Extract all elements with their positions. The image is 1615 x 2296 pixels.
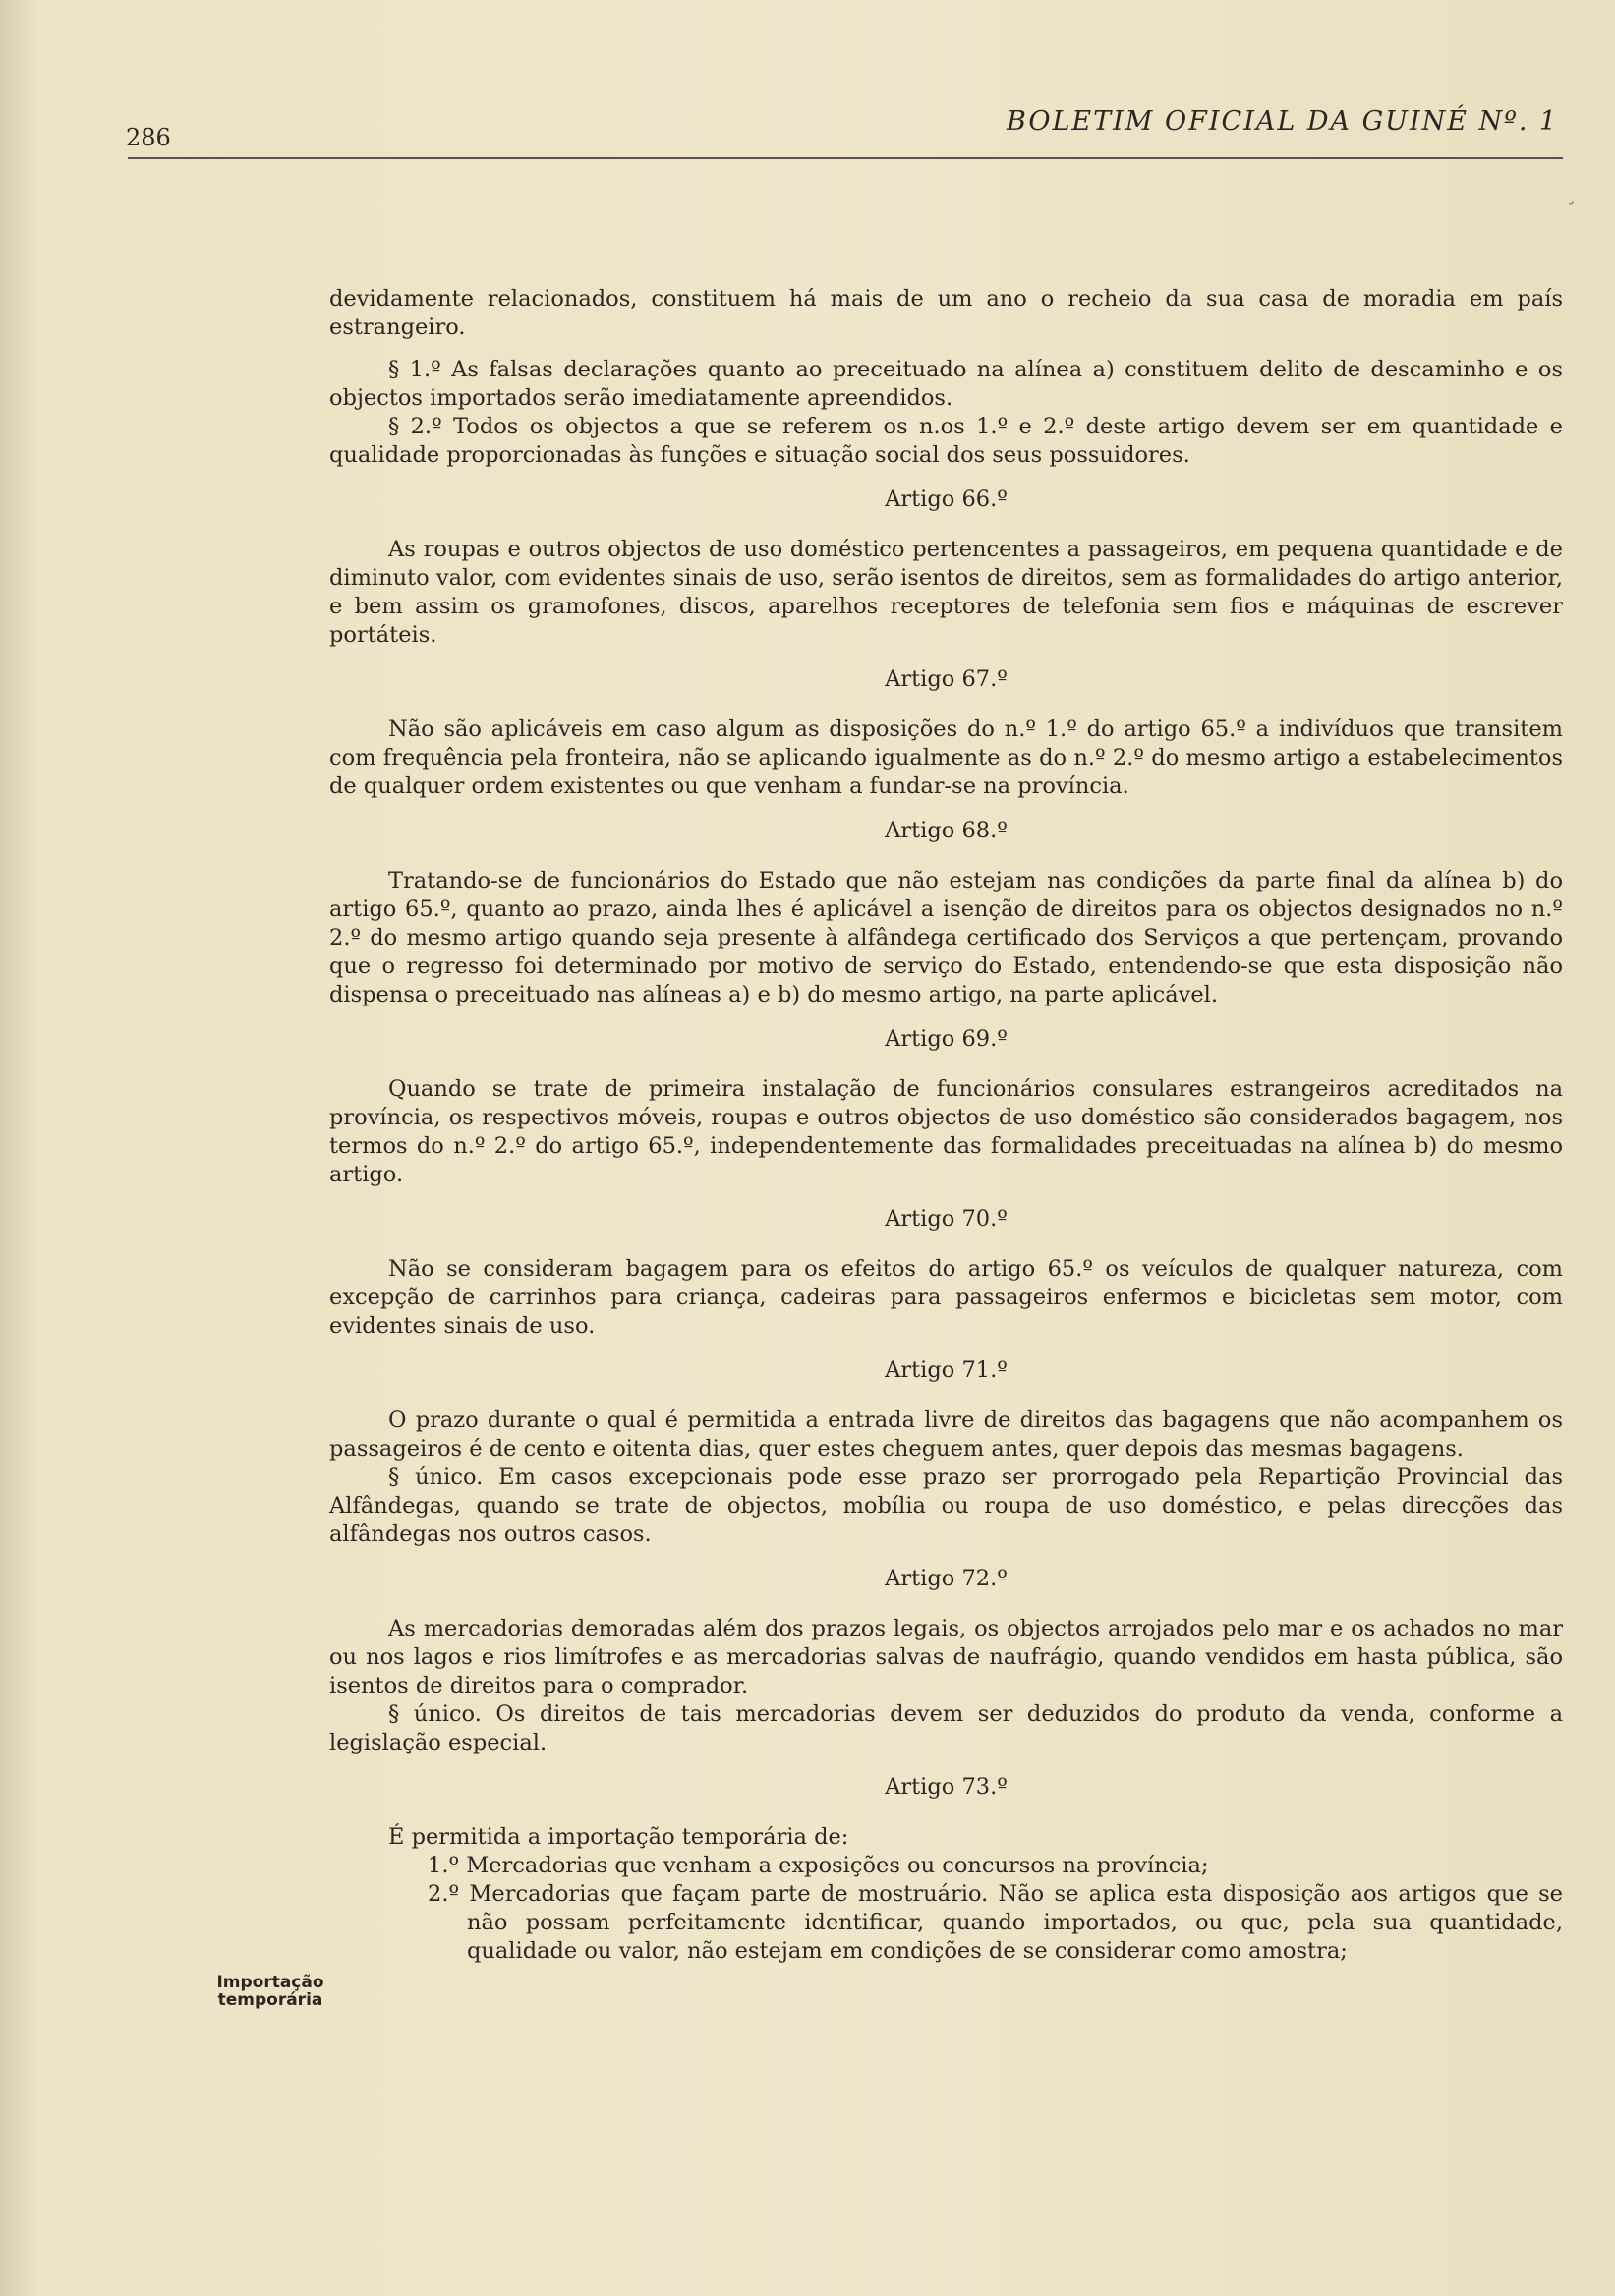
article-heading: Artigo 66.º — [885, 487, 1008, 512]
paragraph: Não se consideram bagagem para os efeitos do artigo 65.º os veículos de qualquer natureza, com excepção de carrinhos para criança, cadeiras para passageiros enfermos e bicicletas sem motor, com evidentes sinais de uso. — [329, 1256, 1563, 1339]
paragraph: § único. Em casos excepcionais pode esse prazo ser prorrogado pela Repartição Provincial das Alfândegas, quando se trate de objectos, mobília ou roupa de uso doméstico, e pelas direcções das alfândegas nos outros casos. — [329, 1464, 1563, 1547]
document-body — [329, 285, 1563, 1966]
page-number: 286 — [126, 124, 171, 151]
list-item: 1.º Mercadorias que venham a exposições ou concursos na província; — [428, 1853, 1209, 1878]
list-item: 2.º Mercadorias que façam parte de mostruário. Não se aplica esta disposição aos artigos que se não possam perfeitamente identificar, quando importados, ou que, pela sua quantidade, qualidade ou valor, não estejam em condições de se considerar como amostra; — [428, 1881, 1563, 1964]
article-heading: Artigo 73.º — [885, 1774, 1008, 1800]
article-heading: Artigo 68.º — [885, 818, 1008, 843]
paragraph: § 1.º As falsas declarações quanto ao preceituado na alínea a) constituem delito de descaminho e os objectos importados serão imediatamente apreendidos. — [329, 357, 1563, 411]
margin-note: Importação temporária — [216, 1973, 324, 2010]
paragraph: As mercadorias demoradas além dos prazos legais, os objectos arrojados pelo mar e os achados no mar ou nos lagos e rios limítrofes e as mercadorias salvas de naufrágio, quando vendidos em hasta pública, são isentos de direitos para o comprador. — [329, 1616, 1563, 1698]
paragraph: Quando se trate de primeira instalação de funcionários consulares estrangeiros acreditados na província, os respectivos móveis, roupas e outros objectos de uso doméstico são considerados bagagem, nos termos do n.º 2.º do artigo 65.º, independentemente das formalidades preceituadas na alínea b) do mesmo artigo. — [329, 1076, 1563, 1187]
article-heading: Artigo 71.º — [885, 1357, 1008, 1383]
paragraph: Não são aplicáveis em caso algum as disposições do n.º 1.º do artigo 65.º a indivíduos que transitem com frequência pela fronteira, não se aplicando igualmente as do n.º 2.º do mesmo artigo a estabelecimentos de qualquer ordem existentes ou que venham a fundar-se na província. — [329, 717, 1563, 799]
article-heading: Artigo 72.º — [885, 1566, 1008, 1591]
margin-mark-icon: ¸ — [1566, 182, 1577, 206]
article-heading: Artigo 67.º — [885, 666, 1008, 692]
paragraph: Tratando-se de funcionários do Estado que não estejam nas condições da parte final da alínea b) do artigo 65.º, quanto ao prazo, ainda lhes é aplicável a isenção de direitos para os objectos designados no n.º 2.º do mesmo artigo quando seja presente à alfândega certificado dos Serviços a que pertençam, provando que o regresso foi determinado por motivo de serviço do Estado, entendendo-se que esta disposição não dispensa o preceituado nas alíneas a) e b) do mesmo artigo, na parte aplicável. — [329, 868, 1563, 1007]
paragraph: devidamente relacionados, constituem há mais de um ano o recheio da sua casa de moradia em país estrangeiro. — [329, 286, 1563, 340]
paragraph: O prazo durante o qual é permitida a entrada livre de direitos das bagagens que não acompanhem os passageiros é de cento e oitenta dias, quer estes cheguem antes, quer depois das mesmas bagagens. — [329, 1407, 1563, 1462]
paragraph: § 2.º Todos os objectos a que se referem os n.os 1.º e 2.º deste artigo devem ser em quantidade e qualidade proporcionadas às funções e situação social dos seus possuidores. — [329, 414, 1563, 468]
publication-title: BOLETIM OFICIAL DA GUINÉ Nº. 1 — [1007, 106, 1559, 137]
paragraph: As roupas e outros objectos de uso doméstico pertencentes a passageiros, em pequena quantidade e de diminuto valor, com evidentes sinais de uso, serão isentos de direitos, sem as formalidades do artigo anterior, e bem assim os gramofones, discos, aparelhos receptores de telefonia sem fios e máquinas de escrever portáteis. — [329, 537, 1563, 648]
article-heading: Artigo 69.º — [885, 1026, 1008, 1052]
header-rule — [128, 157, 1563, 159]
paragraph: § único. Os direitos de tais mercadorias devem ser deduzidos do produto da venda, conforme a legislação especial. — [329, 1701, 1563, 1755]
article-heading: Artigo 70.º — [885, 1206, 1008, 1232]
paragraph: É permitida a importação temporária de: — [388, 1824, 849, 1850]
